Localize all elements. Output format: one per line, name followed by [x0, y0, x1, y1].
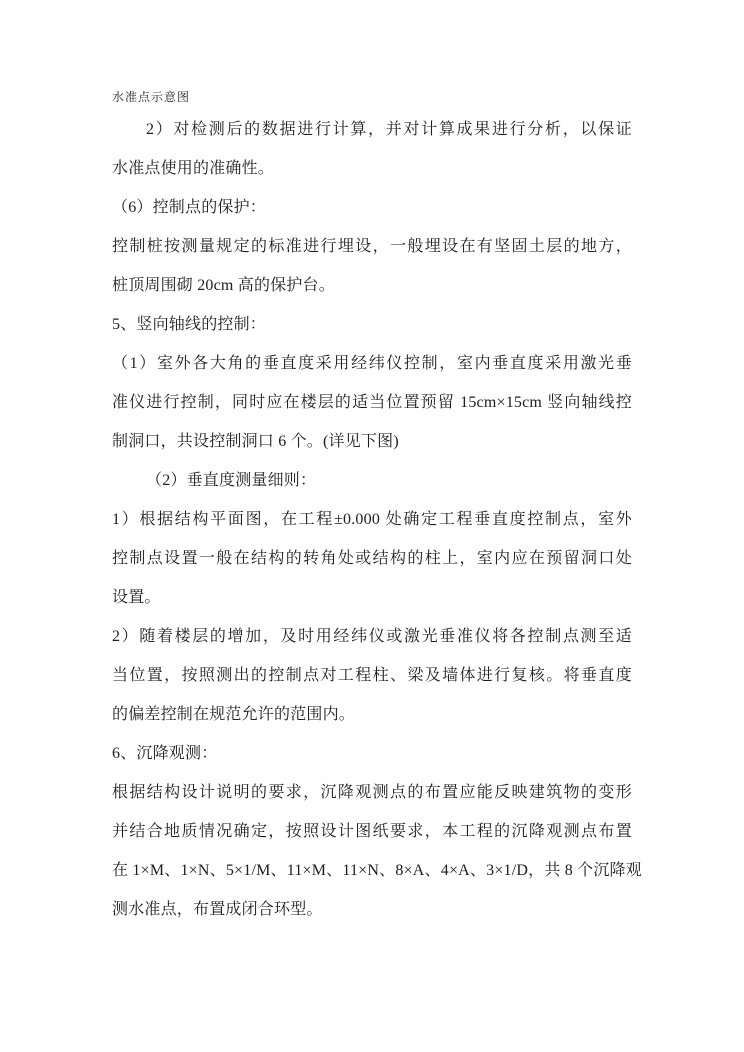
- text-line: 水准点使用的准确性。: [112, 160, 275, 177]
- figure-caption: 水准点示意图: [112, 90, 191, 104]
- text-line: 6、沉降观测：: [112, 745, 218, 762]
- text-line: 桩顶周围砌 20cm 高的保护台。: [112, 277, 335, 294]
- text-line: 根据结构设计说明的要求，沉降观测点的布置应能反映建筑物的变形: [112, 784, 632, 801]
- text-line: 控制点设置一般在结构的转角处或结构的柱上，室内应在预留洞口处: [112, 550, 632, 567]
- text-line: 2）对检测后的数据进行计算，并对计算成果进行分析，以保证: [146, 121, 632, 138]
- text-line: （6）控制点的保护：: [112, 199, 267, 216]
- text-line: 设置。: [112, 589, 161, 606]
- text-line: （1）室外各大角的垂直度采用经纬仪控制，室内垂直度采用激光垂: [112, 355, 632, 372]
- text-line: （2）垂直度测量细则：: [146, 472, 317, 489]
- text-line: 并结合地质情况确定，按照设计图纸要求，本工程的沉降观测点布置: [112, 823, 632, 840]
- text-line: 当位置，按照测出的控制点对工程柱、梁及墙体进行复核。将垂直度: [112, 667, 632, 684]
- text-line: 制洞口，共设控制洞口 6 个。(详见下图): [112, 433, 399, 450]
- document-body: [112, 110, 642, 929]
- text-line: 1）根据结构平面图，在工程±0.000 处确定工程垂直度控制点，室外: [112, 511, 632, 528]
- text-line: 5、竖向轴线的控制：: [112, 316, 267, 333]
- text-line: 在 1×M、1×N、5×1/M、11×M、11×N、8×A、4×A、3×1/D，共 8 个沉降观: [112, 862, 642, 879]
- text-line: 2）随着楼层的增加，及时用经纬仪或激光垂准仪将各控制点测至适: [112, 628, 632, 645]
- text-line: 的偏差控制在规范允许的范围内。: [112, 706, 356, 723]
- text-line: 控制桩按测量规定的标准进行埋设，一般埋设在有坚固土层的地方，: [112, 238, 632, 255]
- text-line: 测水准点，布置成闭合环型。: [112, 901, 323, 918]
- text-line: 准仪进行控制，同时应在楼层的适当位置预留 15cm×15cm 竖向轴线控: [112, 394, 632, 411]
